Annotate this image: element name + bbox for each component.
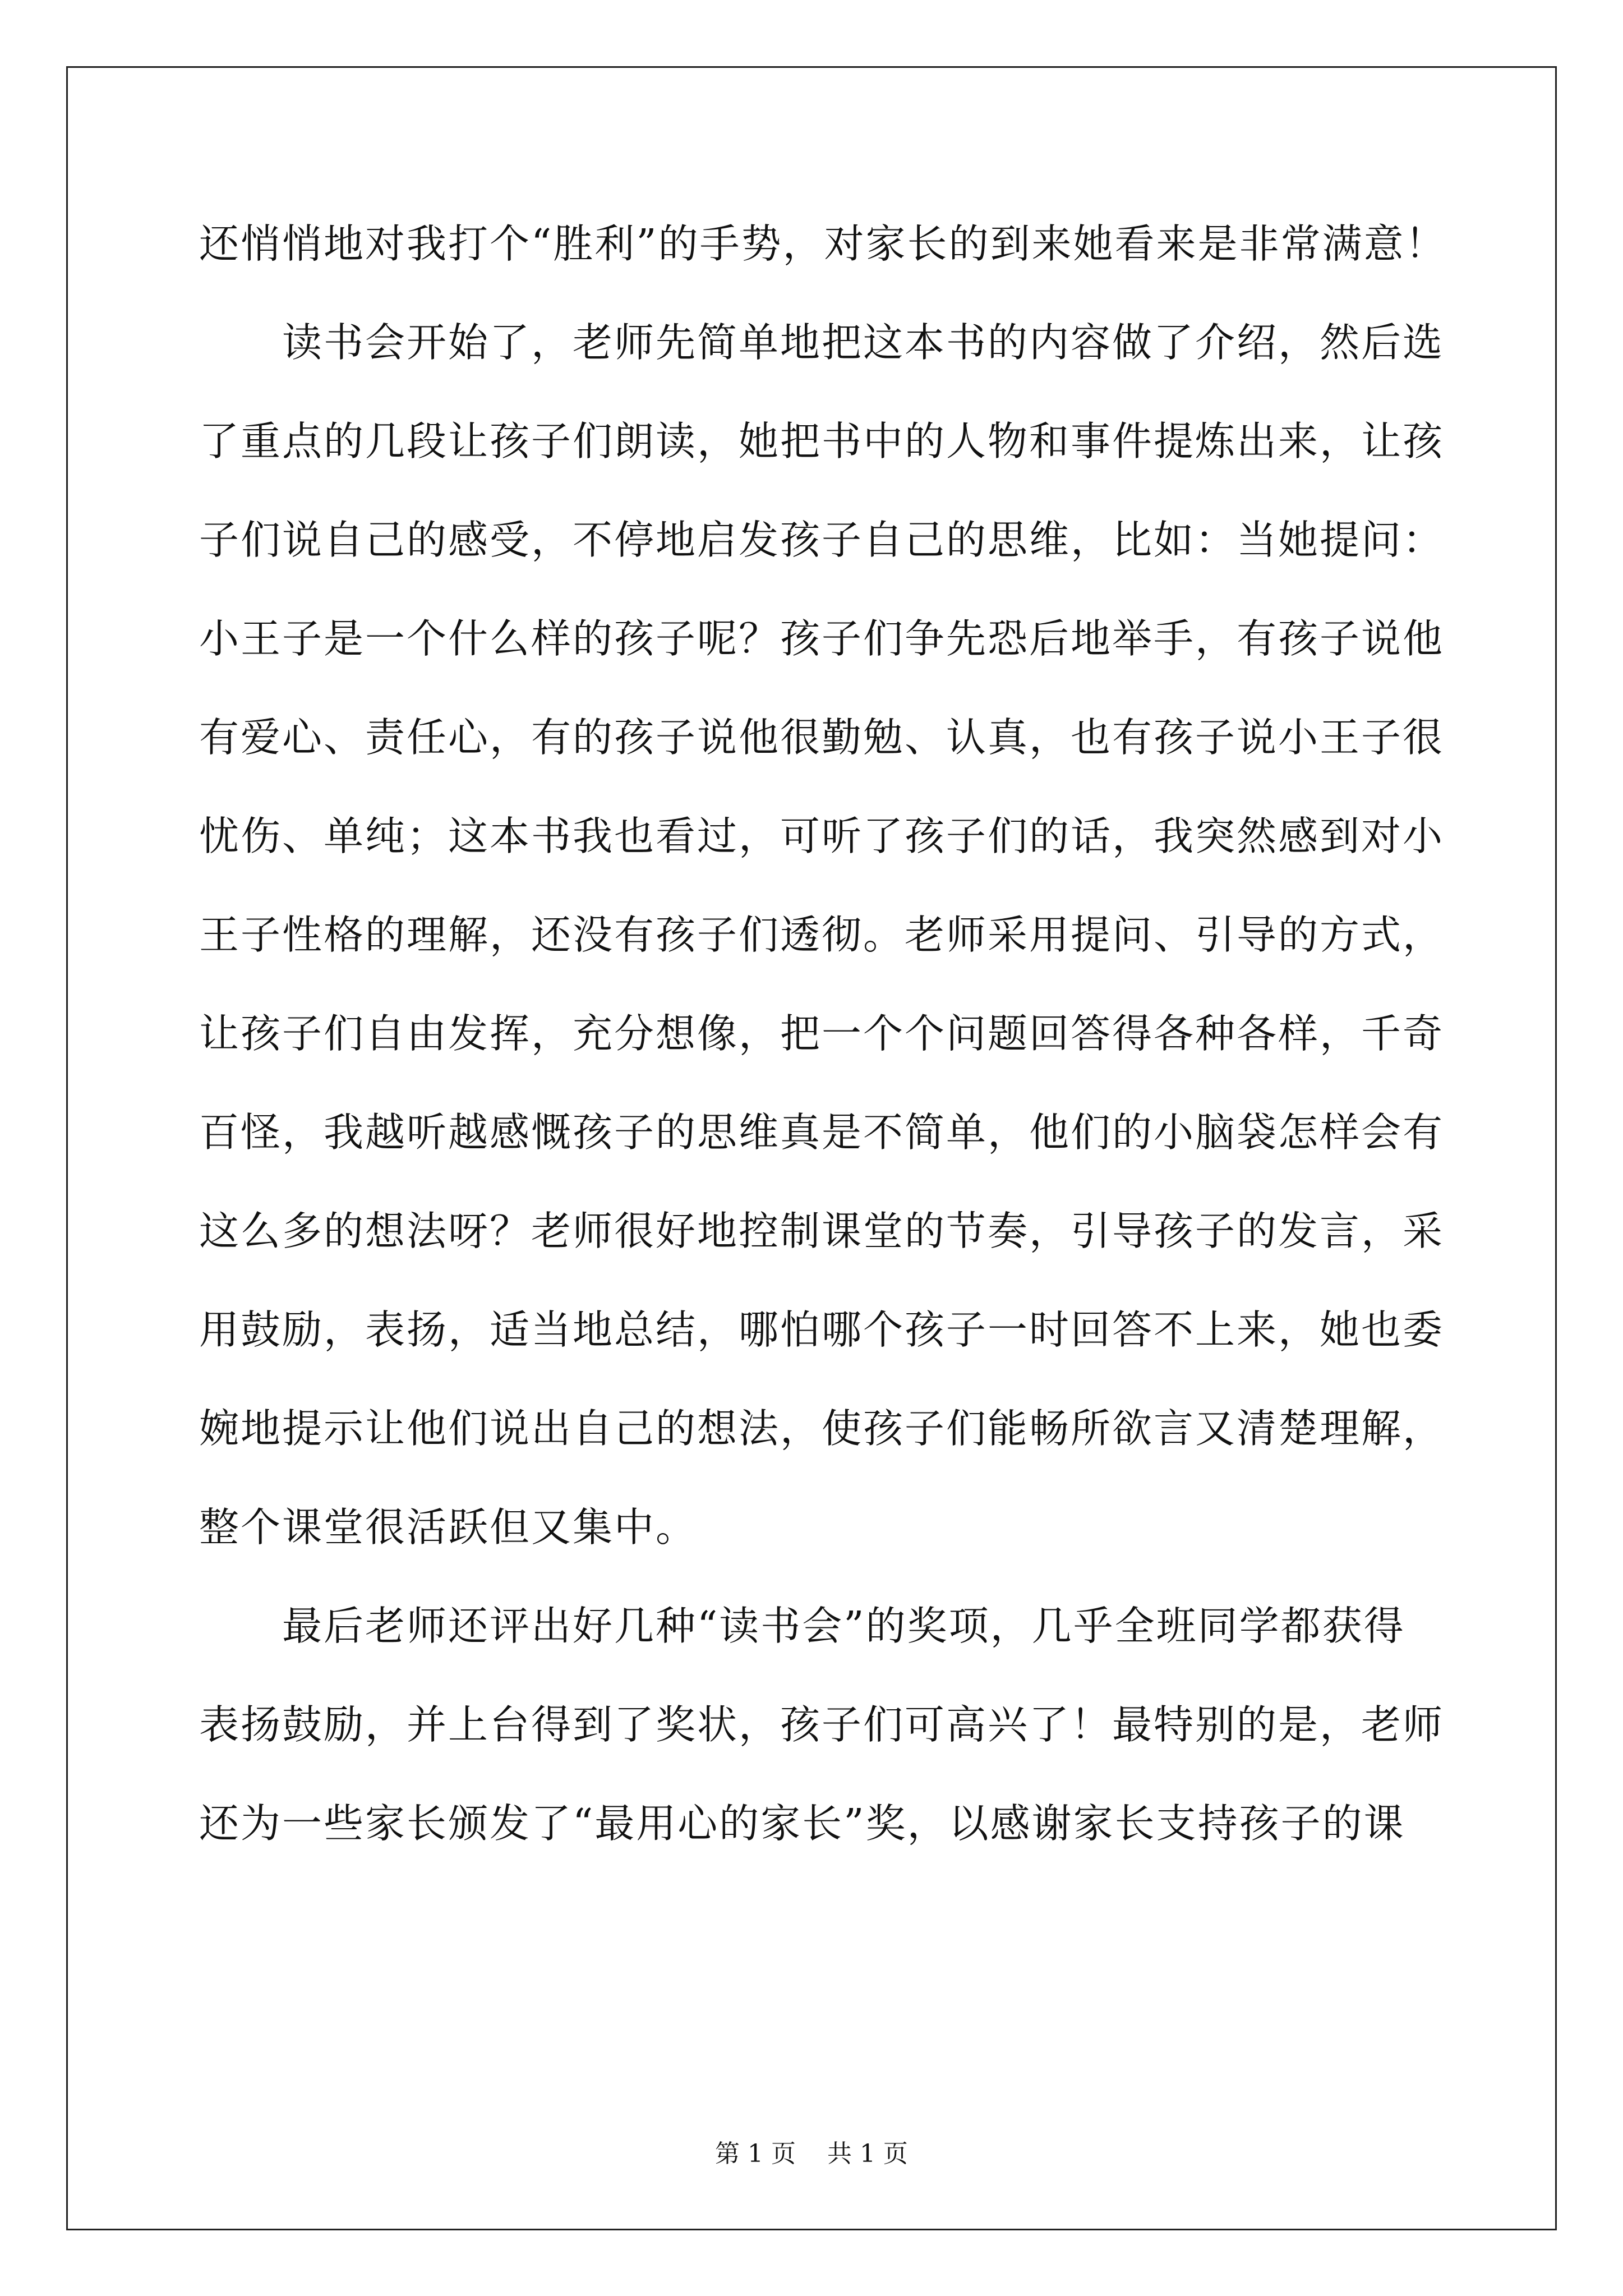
text-line-15: 最后老师还评出好几种“读书会”的奖项，几乎全班同学都获得 (282, 1603, 1405, 1649)
text-line-13: 婉地提示让他们说出自己的想法，使孩子们能畅所欲言又清楚理解， (199, 1405, 1445, 1452)
text-line-8: 王子性格的理解，还没有孩子们透彻。老师采用提问、引导的方式， (199, 912, 1445, 958)
text-line-16: 表扬鼓励，并上台得到了奖状，孩子们可高兴了！最特别的是，老师 (199, 1701, 1445, 1748)
text-line-5: 小王子是一个什么样的孩子呢？孩子们争先恐后地举手，有孩子说他 (199, 615, 1445, 662)
text-line-10: 百怪，我越听越感慨孩子的思维真是不简单，他们的小脑袋怎样会有 (199, 1109, 1445, 1156)
text-line-7: 忧伤、单纯；这本书我也看过，可听了孩子们的话，我突然感到对小 (199, 813, 1445, 859)
text-line-17: 还为一些家长颁发了“最用心的家长”奖，以感谢家长支持孩子的课 (199, 1800, 1405, 1847)
text-line-11: 这么多的想法呀？老师很好地控制课堂的节奏，引导孩子的发言，采 (199, 1208, 1445, 1254)
text-line-3: 了重点的几段让孩子们朗读，她把书中的人物和事件提炼出来，让孩 (199, 418, 1445, 464)
text-line-2: 读书会开始了，老师先简单地把这本书的内容做了介绍，然后选 (282, 319, 1445, 366)
text-line-1: 还悄悄地对我打个“胜利”的手势，对家长的到来她看来是非常满意！ (199, 220, 1447, 267)
text-line-12: 用鼓励，表扬，适当地总结，哪怕哪个孩子一时回答不上来，她也委 (199, 1306, 1445, 1353)
text-line-4: 子们说自己的感受，不停地启发孩子自己的思维，比如：当她提问： (199, 517, 1445, 563)
text-line-6: 有爱心、责任心，有的孩子说他很勤勉、认真，也有孩子说小王子很 (199, 714, 1445, 761)
text-line-14: 整个课堂很活跃但又集中。 (199, 1504, 698, 1550)
page-number-footer: 第 1 页 共 1 页 (715, 2139, 908, 2168)
text-line-9: 让孩子们自由发挥，充分想像，把一个个问题回答得各种各样，千奇 (199, 1010, 1445, 1057)
